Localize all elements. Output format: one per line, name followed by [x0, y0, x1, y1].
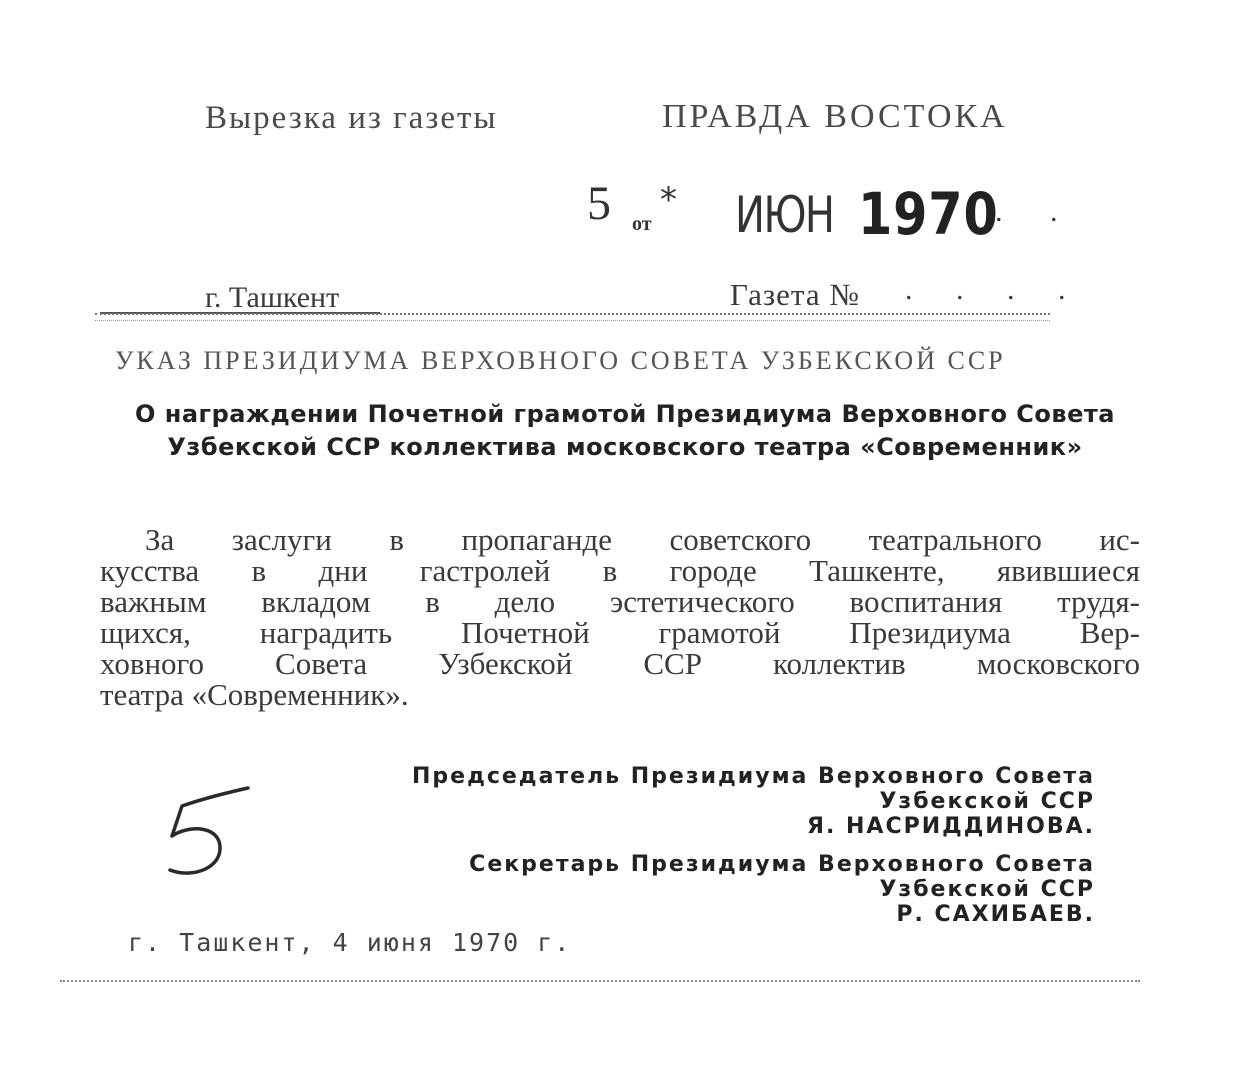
decree-body-line: театра «Современник».	[100, 677, 409, 712]
decree-title: О награждении Почетной грамотой Президиума Верховного Совета Узбекской ССР коллектива московского театра «Современник»	[135, 400, 1115, 461]
clipping-source-label: Вырезка из газеты	[205, 100, 498, 136]
date-stamp-year: 1970	[858, 180, 999, 248]
date-stamp-ot: от	[632, 213, 652, 235]
secretary-signature-block	[380, 852, 1095, 927]
place-and-date: г. Ташкент, 4 июня 1970 г.	[128, 928, 572, 957]
date-stamp-month: ИЮН	[735, 186, 834, 244]
secretary-name: Р. САХИБАЕВ.	[896, 902, 1095, 927]
handwritten-5-mark	[160, 780, 260, 880]
decree-body-line: ховного Совета Узбекской ССР коллектив московского	[100, 646, 1140, 681]
issue-number-label: Газета №	[730, 277, 860, 312]
chairman-republic: Узбекской ССР	[879, 789, 1095, 814]
issue-number-dots: . . . .	[905, 273, 1084, 306]
chairman-name: Я. НАСРИДДИНОВА.	[807, 814, 1095, 839]
chairman-signature-block	[315, 764, 1095, 839]
decree-body-line: щихся, наградить Почетной грамотой Президиума Вер-	[100, 615, 1140, 650]
date-stamp-day: 5	[587, 177, 611, 230]
footer-divider	[60, 980, 1140, 982]
header-divider	[95, 313, 1050, 315]
decree-body-line: За заслуги в пропаганде советского театрального ис-	[145, 522, 1140, 557]
decree-body	[100, 524, 1140, 710]
decree-body-line: кусства в дни гастролей в городе Ташкенте, явившиеся	[100, 553, 1140, 588]
newspaper-name: ПРАВДА ВОСТОКА	[662, 98, 1008, 135]
secretary-republic: Узбекской ССР	[879, 877, 1095, 902]
date-stamp-star: *	[660, 180, 677, 220]
header-divider-secondary	[95, 320, 1050, 321]
secretary-title: Секретарь Президиума Верховного Совета	[469, 852, 1095, 877]
date-stamp-dots: . .	[995, 195, 1078, 228]
chairman-title: Председатель Президиума Верховного Совета	[411, 764, 1095, 789]
decree-body-line: важным вкладом в дело эстетического воспитания трудя-	[100, 584, 1140, 619]
city-label: г. Ташкент	[205, 281, 340, 314]
decree-heading: УКАЗ ПРЕЗИДИУМА ВЕРХОВНОГО СОВЕТА УЗБЕКСКОЙ ССР	[115, 346, 1006, 375]
